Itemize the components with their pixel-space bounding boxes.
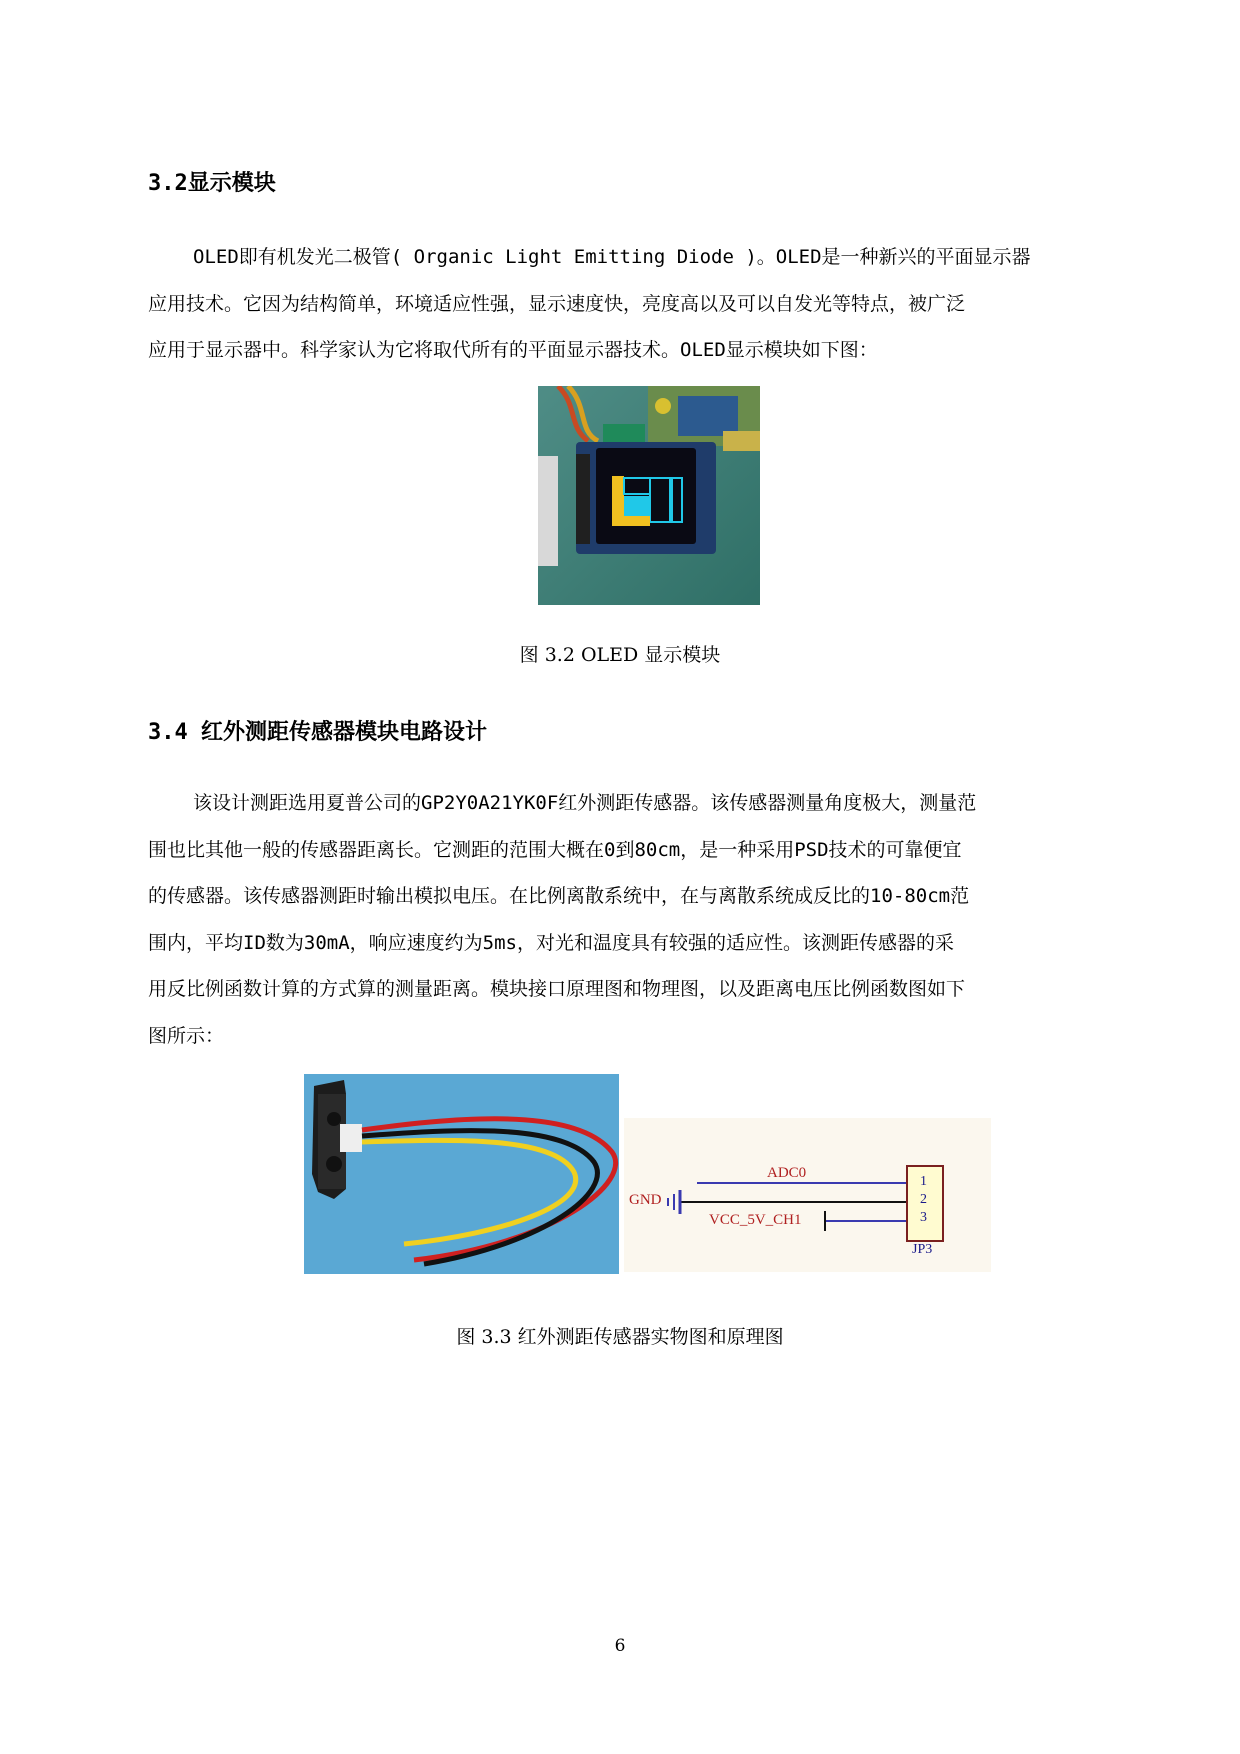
pin-number: 1 — [920, 1174, 927, 1189]
paragraph-line: 围也比其他一般的传感器距离长。它测距的范围大概在0到80cm，是一种采用PSD技术的可靠便宜 — [148, 838, 962, 861]
schematic-wires — [624, 1118, 991, 1272]
pin-number: 2 — [920, 1192, 927, 1207]
paragraph-oled — [148, 234, 1093, 374]
net-label-gnd: GND — [629, 1192, 662, 1208]
paragraph-line: 图所示： — [148, 1024, 225, 1047]
paragraph-line: 用反比例函数计算的方式算的测量距离。模块接口原理图和物理图，以及距离电压比例函数图如下 — [148, 978, 966, 1000]
figure-caption-3-3: 图 3.3 红外测距传感器实物图和原理图 — [456, 1326, 784, 1348]
paragraph-line: 围内，平均ID数为30mA，响应速度约为5ms，对光和温度具有较强的适应性。该测距传感器的采 — [148, 931, 954, 954]
paragraph-line: OLED即有机发光二极管( Organic Light Emitting Diode )。OLED是一种新兴的平面显示器 — [193, 246, 1031, 268]
ir-sensor-photo — [304, 1074, 619, 1274]
figure-caption-3-2: 图 3.2 OLED 显示模块 — [519, 644, 721, 666]
net-label-vcc: VCC_5V_CH1 — [709, 1212, 802, 1228]
oled-module-photo — [538, 386, 760, 605]
ir-sensor-schematic — [624, 1118, 991, 1272]
net-label-adc0: ADC0 — [767, 1165, 807, 1181]
page-number: 6 — [614, 1636, 626, 1656]
connector-pins — [920, 1173, 927, 1227]
paragraph-line: 应用技术。它因为结构简单，环境适应性强，显示速度快，亮度高以及可以自发光等特点，被广泛 — [148, 292, 966, 315]
paragraph-ir-sensor — [148, 780, 1093, 1059]
section-heading-3-4: 3.4 红外测距传感器模块电路设计 — [148, 720, 487, 745]
paragraph-line: 该设计测距选用夏普公司的GP2Y0A21YK0F红外测距传感器。该传感器测量角度极大，测量范 — [193, 792, 977, 814]
pin-number: 3 — [920, 1210, 927, 1225]
paragraph-line: 应用于显示器中。科学家认为它将取代所有的平面显示器技术。OLED显示模块如下图： — [148, 339, 878, 361]
section-heading-3-2: 3.2显示模块 — [148, 171, 276, 196]
paragraph-line: 的传感器。该传感器测距时输出模拟电压。在比例离散系统中，在与离散系统成反比的10-80cm范 — [148, 885, 970, 907]
connector-designator: JP3 — [912, 1242, 933, 1257]
